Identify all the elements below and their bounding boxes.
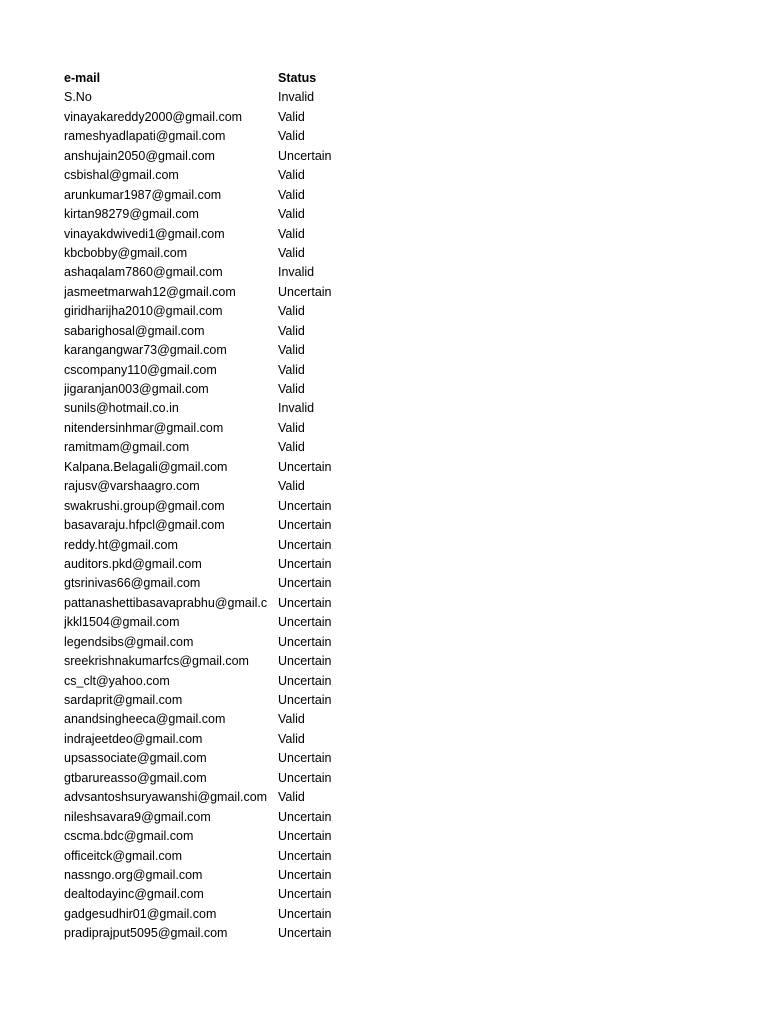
table-row <box>64 847 384 866</box>
email-cell: pattanashettibasavaprabhu@gmail.c <box>64 595 268 610</box>
status-cell: Uncertain <box>278 556 332 571</box>
email-cell: anandsingheeca@gmail.com <box>64 712 226 727</box>
email-cell: nitendersinhmar@gmail.com <box>64 420 224 435</box>
email-cell: legendsibs@gmail.com <box>64 634 194 649</box>
table-row <box>64 283 384 302</box>
email-cell: dealtodayinc@gmail.com <box>64 887 204 902</box>
email-cell: ramitmam@gmail.com <box>64 440 190 455</box>
status-cell: Uncertain <box>278 887 332 902</box>
table-row <box>64 477 384 496</box>
email-cell: sunils@hotmail.co.in <box>64 401 179 416</box>
status-column-header: Status <box>278 71 317 85</box>
status-cell: Valid <box>278 323 305 338</box>
status-cell: Uncertain <box>278 829 332 844</box>
email-cell: gtsrinivas66@gmail.com <box>64 576 201 591</box>
email-cell: giridharijha2010@gmail.com <box>64 304 223 319</box>
table-row <box>64 516 384 535</box>
table-row <box>64 788 384 807</box>
email-cell: pradiprajput5095@gmail.com <box>64 926 228 941</box>
table-row <box>64 127 384 146</box>
email-cell: officeitck@gmail.com <box>64 848 183 863</box>
status-cell: Uncertain <box>278 654 332 669</box>
email-cell: cscma.bdc@gmail.com <box>64 829 194 844</box>
status-cell: Valid <box>278 109 305 124</box>
table-row <box>64 594 384 613</box>
status-cell: Uncertain <box>278 615 332 630</box>
email-cell: vinayakareddy2000@gmail.com <box>64 109 243 124</box>
table-row <box>64 672 384 691</box>
status-cell: Uncertain <box>278 148 332 163</box>
table-row <box>64 730 384 749</box>
email-cell: karangangwar73@gmail.com <box>64 343 227 358</box>
table-row <box>64 361 384 380</box>
status-cell: Uncertain <box>278 576 332 591</box>
email-cell: indrajeetdeo@gmail.com <box>64 731 203 746</box>
email-cell: jasmeetmarwah12@gmail.com <box>64 284 236 299</box>
status-cell: Uncertain <box>278 459 332 474</box>
email-cell: S.No <box>64 90 92 105</box>
status-cell: Valid <box>278 245 305 260</box>
status-cell: Valid <box>278 479 305 494</box>
status-cell: Valid <box>278 362 305 377</box>
table-row <box>64 808 384 827</box>
table-row <box>64 263 384 282</box>
table-row <box>64 108 384 127</box>
email-cell: upsassociate@gmail.com <box>64 751 207 766</box>
table-row <box>64 827 384 846</box>
status-cell: Uncertain <box>278 498 332 513</box>
table-row <box>64 691 384 710</box>
table-row <box>64 769 384 788</box>
email-cell: jkkl1504@gmail.com <box>64 615 180 630</box>
table-row <box>64 613 384 632</box>
status-cell: Uncertain <box>278 906 332 921</box>
table-row <box>64 536 384 555</box>
email-cell: kirtan98279@gmail.com <box>64 207 199 222</box>
email-cell: advsantoshsuryawanshi@gmail.com <box>64 790 268 805</box>
email-column-header: e-mail <box>64 71 101 85</box>
table-row <box>64 166 384 185</box>
status-cell: Valid <box>278 712 305 727</box>
table-row <box>64 458 384 477</box>
status-cell: Valid <box>278 382 305 396</box>
email-cell: sabarighosal@gmail.com <box>64 323 205 338</box>
table-row <box>64 322 384 341</box>
email-cell: rameshyadlapati@gmail.com <box>64 129 226 144</box>
table-row <box>64 186 384 205</box>
status-cell: Valid <box>278 187 305 202</box>
status-cell: Uncertain <box>278 693 332 707</box>
status-cell: Uncertain <box>278 634 332 649</box>
table-row <box>64 419 384 438</box>
status-cell: Valid <box>278 343 305 358</box>
status-cell: Invalid <box>278 90 315 105</box>
header-row <box>64 69 384 88</box>
email-cell: vinayakdwivedi1@gmail.com <box>64 226 225 241</box>
status-cell: Uncertain <box>278 673 332 688</box>
table-row <box>64 225 384 244</box>
email-cell: reddy.ht@gmail.com <box>64 537 178 552</box>
status-cell: Valid <box>278 129 305 144</box>
email-cell: jigaranjan003@gmail.com <box>64 382 209 396</box>
email-cell: rajusv@varshaagro.com <box>64 479 200 494</box>
email-cell: sreekrishnakumarfcs@gmail.com <box>64 654 249 669</box>
status-cell: Invalid <box>278 265 315 280</box>
table-row <box>64 652 384 671</box>
email-cell: cscompany110@gmail.com <box>64 362 217 377</box>
email-cell: gadgesudhir01@gmail.com <box>64 906 217 921</box>
table-row <box>64 497 384 516</box>
table-row <box>64 205 384 224</box>
status-cell: Uncertain <box>278 848 332 863</box>
status-cell: Uncertain <box>278 751 332 766</box>
status-cell: Uncertain <box>278 537 332 552</box>
table-row <box>64 866 384 885</box>
status-cell: Uncertain <box>278 926 332 941</box>
email-cell: sardaprit@gmail.com <box>64 693 183 707</box>
status-cell: Uncertain <box>278 595 332 610</box>
email-cell: gtbarureasso@gmail.com <box>64 770 207 785</box>
status-cell: Valid <box>278 790 305 805</box>
email-cell: nileshsavara9@gmail.com <box>64 809 211 824</box>
table-row <box>64 885 384 904</box>
status-cell: Valid <box>278 440 305 455</box>
email-cell: arunkumar1987@gmail.com <box>64 187 222 202</box>
status-cell: Valid <box>278 304 305 319</box>
status-cell: Uncertain <box>278 770 332 785</box>
email-status-sheet <box>64 69 384 944</box>
table-row <box>64 438 384 457</box>
table-row <box>64 302 384 321</box>
status-cell: Uncertain <box>278 284 332 299</box>
status-cell: Valid <box>278 168 305 183</box>
email-cell: swakrushi.group@gmail.com <box>64 498 225 513</box>
status-cell: Uncertain <box>278 867 332 882</box>
status-cell: Valid <box>278 731 305 746</box>
table-row <box>64 574 384 593</box>
table-row <box>64 244 384 263</box>
table-row <box>64 341 384 360</box>
email-cell: nassngo.org@gmail.com <box>64 867 203 882</box>
status-cell: Valid <box>278 207 305 222</box>
table-row <box>64 380 384 399</box>
table-body <box>64 88 384 943</box>
email-cell: ashaqalam7860@gmail.com <box>64 265 223 280</box>
status-cell: Uncertain <box>278 809 332 824</box>
email-cell: auditors.pkd@gmail.com <box>64 556 202 571</box>
status-cell: Valid <box>278 420 305 435</box>
email-cell: Kalpana.Belagali@gmail.com <box>64 459 228 474</box>
table-row <box>64 749 384 768</box>
table-row <box>64 905 384 924</box>
status-cell: Uncertain <box>278 518 332 533</box>
table-row <box>64 710 384 729</box>
table-row <box>64 633 384 652</box>
status-cell: Invalid <box>278 401 315 416</box>
email-cell: anshujain2050@gmail.com <box>64 148 215 163</box>
table-row <box>64 555 384 574</box>
email-cell: basavaraju.hfpcl@gmail.com <box>64 518 225 533</box>
table-row <box>64 147 384 166</box>
table-row <box>64 88 384 107</box>
status-cell: Valid <box>278 226 305 241</box>
email-cell: kbcbobby@gmail.com <box>64 245 188 260</box>
email-cell: csbishal@gmail.com <box>64 168 179 183</box>
table-row <box>64 924 384 943</box>
table-row <box>64 399 384 418</box>
email-cell: cs_clt@yahoo.com <box>64 673 170 688</box>
